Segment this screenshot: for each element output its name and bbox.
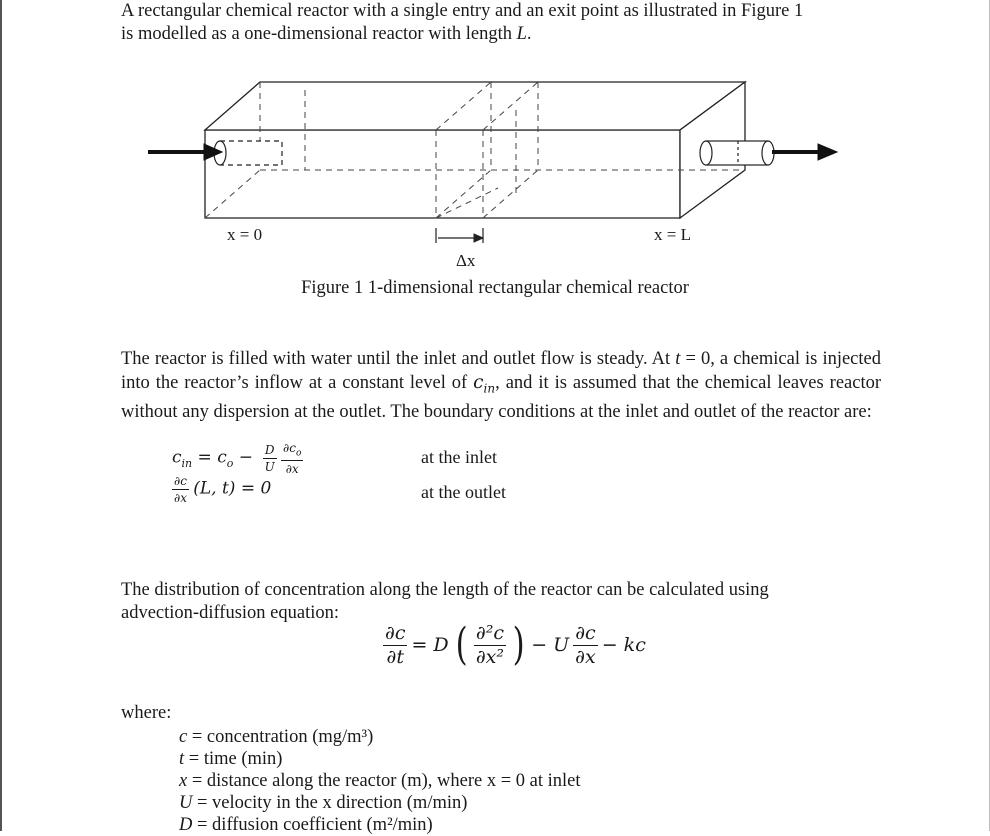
bc-outlet-equation [172,475,271,504]
definition-symbol: t [179,749,185,769]
figure-caption: Figure 1 1-dimensional rectangular chemical reactor [301,278,689,298]
definition-item [179,748,581,770]
eq-lhs-den: ∂t [386,645,404,668]
definition-text: = distance along the reactor (m), where x = 0 at inlet [187,771,581,791]
definition-symbol: c [179,727,188,747]
bc1-cin: c [172,447,182,468]
outlet-arrow [772,144,837,160]
definition-symbol: x [179,771,188,791]
label-dx: Δx [456,251,476,270]
bc-inlet-equation [172,442,303,475]
definition-text: = time (min) [184,749,283,769]
reactor-figure [0,0,990,275]
eq-diff-den: ∂x² [475,645,505,668]
bc2-frac-den: ∂x [174,491,187,505]
distribution-paragraph [121,579,881,625]
eq-adv-num: ∂c [575,621,596,644]
bc1-eq: = c [192,447,227,468]
para2-var-cin-sub: in [483,381,496,396]
bc-outlet-label: at the outlet [421,482,506,502]
intro-line-2-var: L [516,24,527,44]
inlet-pipe [214,141,282,165]
definition-symbol: U [179,793,193,813]
definition-text: = velocity in the x direction (m/min) [192,793,468,813]
definition-item [179,770,581,792]
eq-open-paren: ( [455,619,468,670]
para3-line-1: The distribution of concentration along the length of the reactor can be calculated using [121,580,769,600]
bc1-frac-dcdx [281,442,303,475]
bc1-frac-dco: ∂c [283,441,296,455]
definition-symbol: D [179,815,193,835]
bc1-frac-dx: ∂x [285,462,299,477]
bc2-frac-num: ∂c [174,474,187,488]
dx-dimension [436,228,483,243]
eq-minus-U: − U [531,634,570,656]
intro-line-1: A rectangular chemical reactor with a single entry and an exit point as illustrated in Figure 1 [121,1,804,21]
definition-list [179,726,581,836]
para2-var-cin: c [473,372,484,393]
eq-lhs-frac [383,621,407,668]
where-label: where: [121,703,172,723]
eq-adv-den: ∂x [575,645,596,668]
definition-text: = diffusion coefficient (m²/min) [192,815,433,835]
outlet-pipe [700,141,774,165]
bc2-frac [172,475,189,504]
eq-advection-frac [573,621,598,668]
definition-item [179,814,581,836]
bc1-frac-DU [263,444,277,473]
definition-item [179,792,581,814]
para3-line-2: advection-diffusion equation: [121,603,340,623]
eq-minus-kc: − kc [601,634,646,656]
eq-lhs-num: ∂c [385,621,406,644]
eq-close-paren: ) [512,619,525,670]
para2-text-2: = 0, a chemical is injected into the reactor’s inflow at a constant level of [121,349,881,393]
advection-diffusion-equation [383,619,646,670]
bc1-frac-D: D [264,443,275,458]
description-paragraph [121,348,881,424]
bc-inlet-label: at the inlet [421,447,497,467]
bc1-cin-sub: in [181,456,193,470]
bc2-rest: (L, t) = 0 [193,478,272,499]
eq-equals-D: = D [411,634,449,656]
definition-text: = concentration (mg/m³) [187,727,374,747]
para2-text-3: , and it is assumed that the chemical leaves reactor without any dispersion at the outlet. The boundary conditions at the inlet and outlet of the reactor are: [121,373,881,422]
label-x0: x = 0 [227,225,263,244]
eq-diffusion-frac [474,621,506,668]
para2-text-1: The reactor is filled with water until the inlet and outlet flow is steady. At [121,349,676,369]
bc1-minus: − [233,447,259,468]
label-xL: x = L [654,225,691,244]
bc1-frac-dco-sub: o [295,448,302,459]
para2-var-t: t [675,349,681,369]
intro-line-2-post: . [526,24,532,44]
bc1-frac-U: U [264,460,275,475]
definition-item [179,726,581,748]
eq-diff-num: ∂²c [475,621,504,644]
intro-line-2-pre: is modelled as a one-dimensional reactor with length [121,24,517,44]
bc1-c0-sub: o [226,456,234,470]
reactor-box [205,82,745,218]
